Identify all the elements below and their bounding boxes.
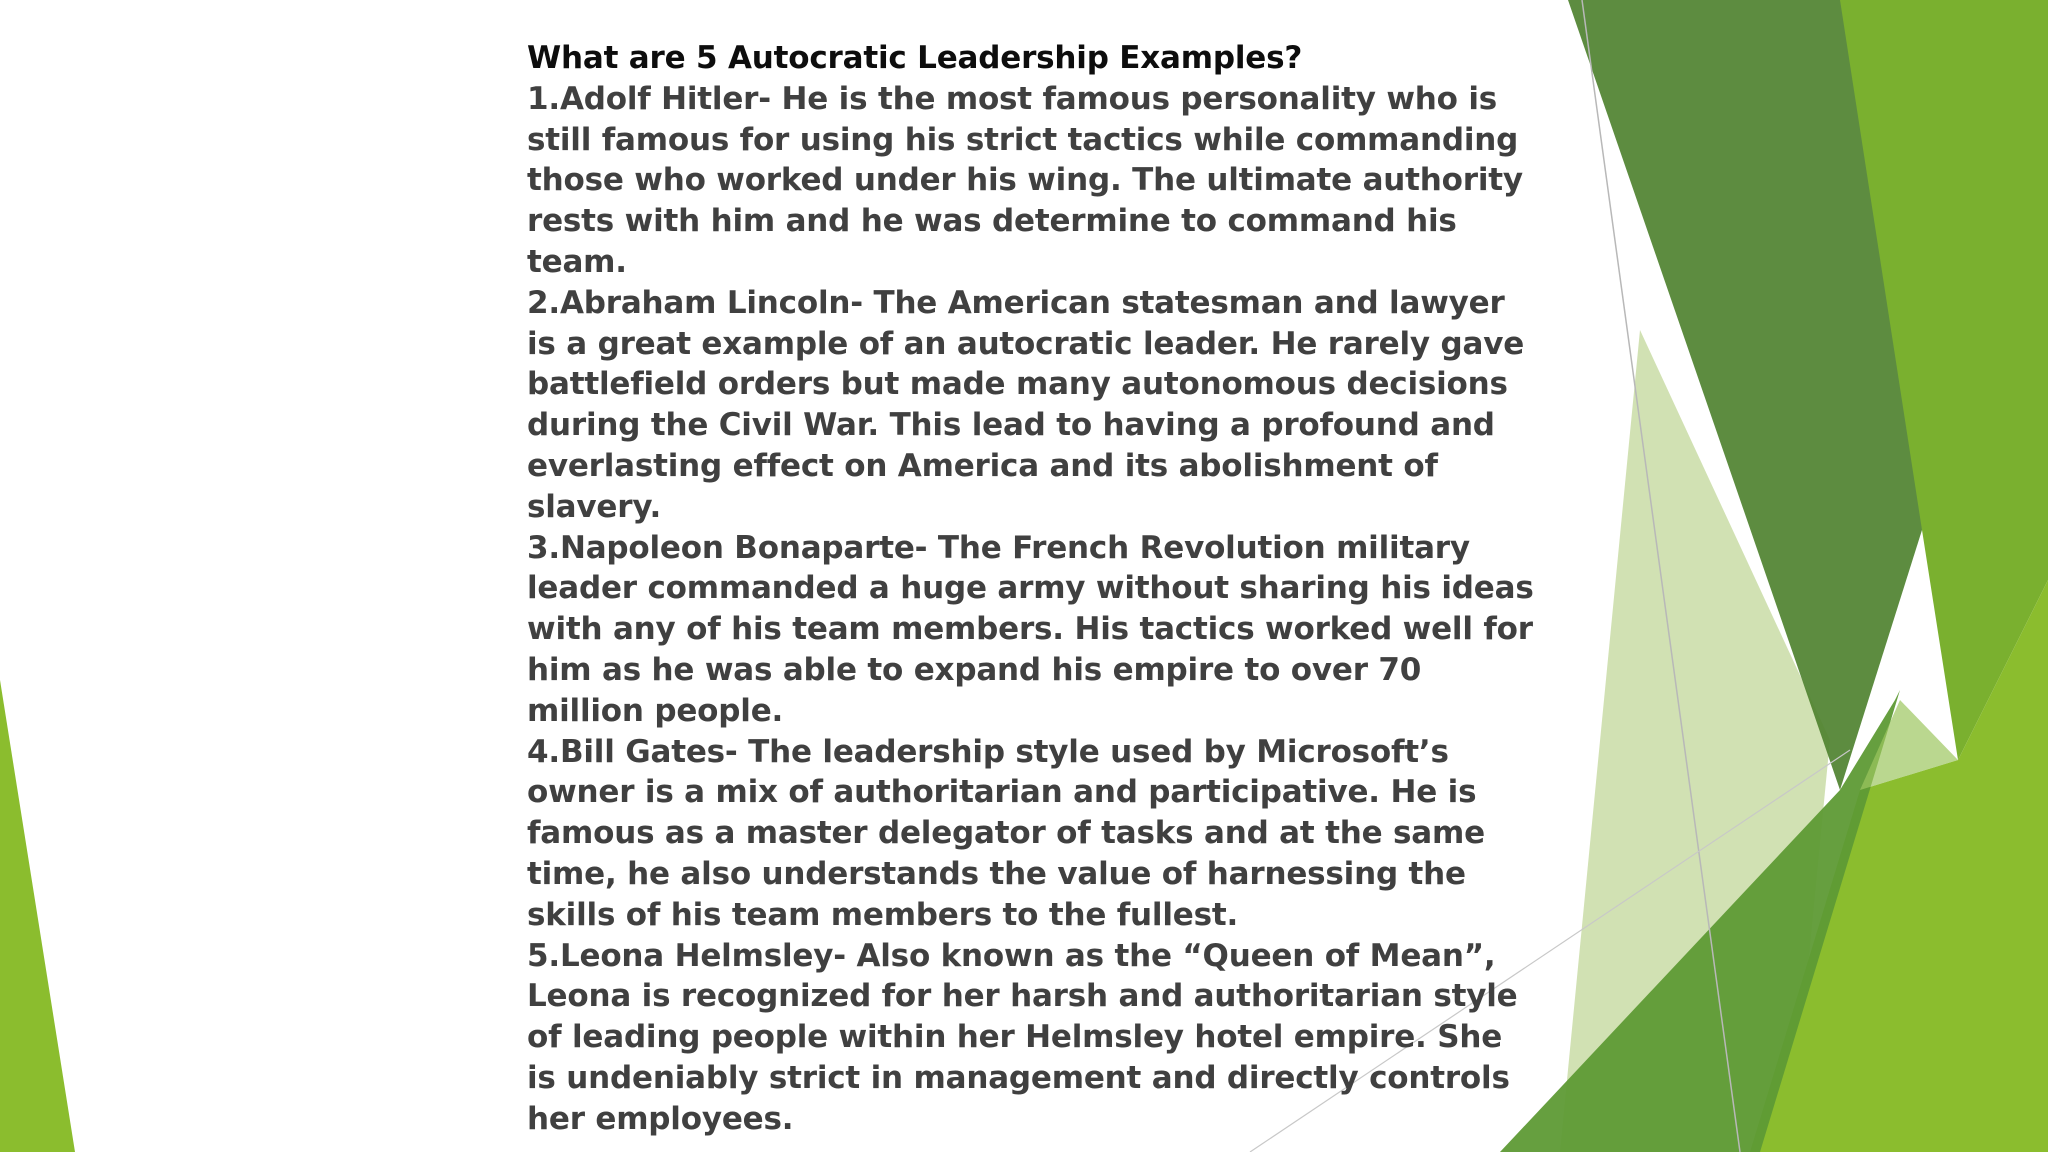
list-item-4: 4.Bill Gates- The leadership style used by Microsoft’s owner is a mix of authoritarian and participative. He is famous as a master delegator of tasks and at the same time, he also understands the value of harnessing the skills of his team members to the fullest.: [527, 733, 1485, 933]
slide-text-block: [527, 38, 1537, 1140]
list-item-5: 5.Leona Helmsley- Also known as the “Queen of Mean”, Leona is recognized for her harsh and authoritarian style of leading people within her Helmsley hotel empire. She is undeniably strict in management and directly controls her employees.: [527, 937, 1518, 1137]
list-item-2: 2.Abraham Lincoln- The American statesman and lawyer is a great example of an autocratic leader. He rarely gave battlefield orders but made many autonomous decisions during the Civil War. This lead to having a profound and everlasting effect on America and its abolishment of slavery.: [527, 284, 1525, 525]
slide-title: What are 5 Autocratic Leadership Examples?: [527, 40, 1303, 76]
list-item-1: 1.Adolf Hitler- He is the most famous personality who is still famous for using his strict tactics while commanding those who worked under his wing. The ultimate authority rests with him and he was determine to command his team.: [527, 80, 1523, 280]
list-item-3: 3.Napoleon Bonaparte- The French Revolution military leader commanded a huge army without sharing his ideas with any of his team members. His tactics worked well for him as he was able to expand his empire to over 70 million people.: [527, 529, 1534, 729]
left-green-sliver: [0, 680, 75, 1152]
